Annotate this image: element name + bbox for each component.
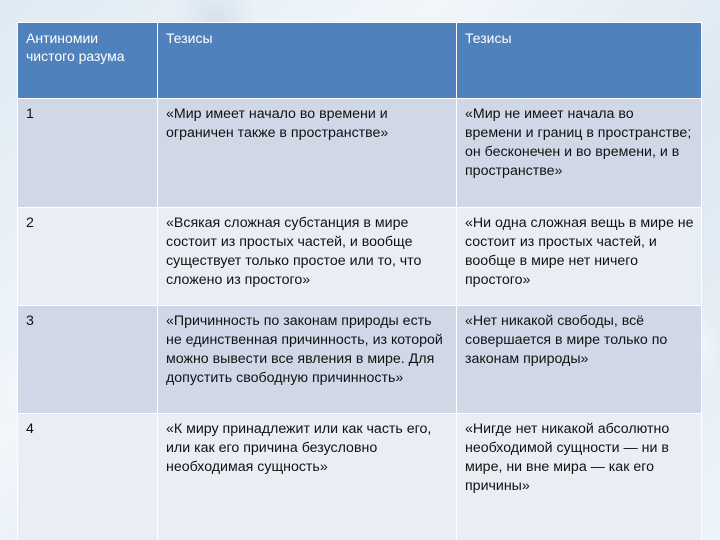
antithesis-cell: «Нигде нет никакой абсолютно необходимой сущности — ни в мире, ни вне мира — как его причины» [457, 414, 702, 540]
thesis-cell: «К миру принадлежит или как часть его, или как его причина безусловно необходимая сущность» [158, 414, 457, 540]
header-antinomies: Антиномии чистого разума [18, 23, 158, 99]
row-number: 4 [18, 414, 158, 540]
header-theses: Тезисы [158, 23, 457, 99]
antithesis-cell: «Ни одна сложная вещь в мире не состоит из простых частей, и вообще в мире нет ничего простого» [457, 208, 702, 306]
table-row [18, 306, 702, 414]
antinomies-table-container [17, 22, 701, 519]
row-number: 2 [18, 208, 158, 306]
header-antitheses: Тезисы [457, 23, 702, 99]
table-row [18, 414, 702, 540]
row-number: 3 [18, 306, 158, 414]
antinomies-table [17, 22, 702, 540]
table-header-row [18, 23, 702, 99]
antithesis-cell: «Мир не имеет начала во времени и границ в пространстве; он бесконечен и во времени, и в пространстве» [457, 99, 702, 208]
table-row [18, 208, 702, 306]
thesis-cell: «Мир имеет начало во времени и ограничен также в пространстве» [158, 99, 457, 208]
thesis-cell: «Всякая сложная субстанция в мире состоит из простых частей, и вообще существует только простое или то, что сложено из простого» [158, 208, 457, 306]
thesis-cell: «Причинность по законам природы есть не единственная причинность, из которой можно вывести все явления в мире. Для допустить свободную причинность» [158, 306, 457, 414]
table-row [18, 99, 702, 208]
row-number: 1 [18, 99, 158, 208]
antithesis-cell: «Нет никакой свободы, всё совершается в мире только по законам природы» [457, 306, 702, 414]
